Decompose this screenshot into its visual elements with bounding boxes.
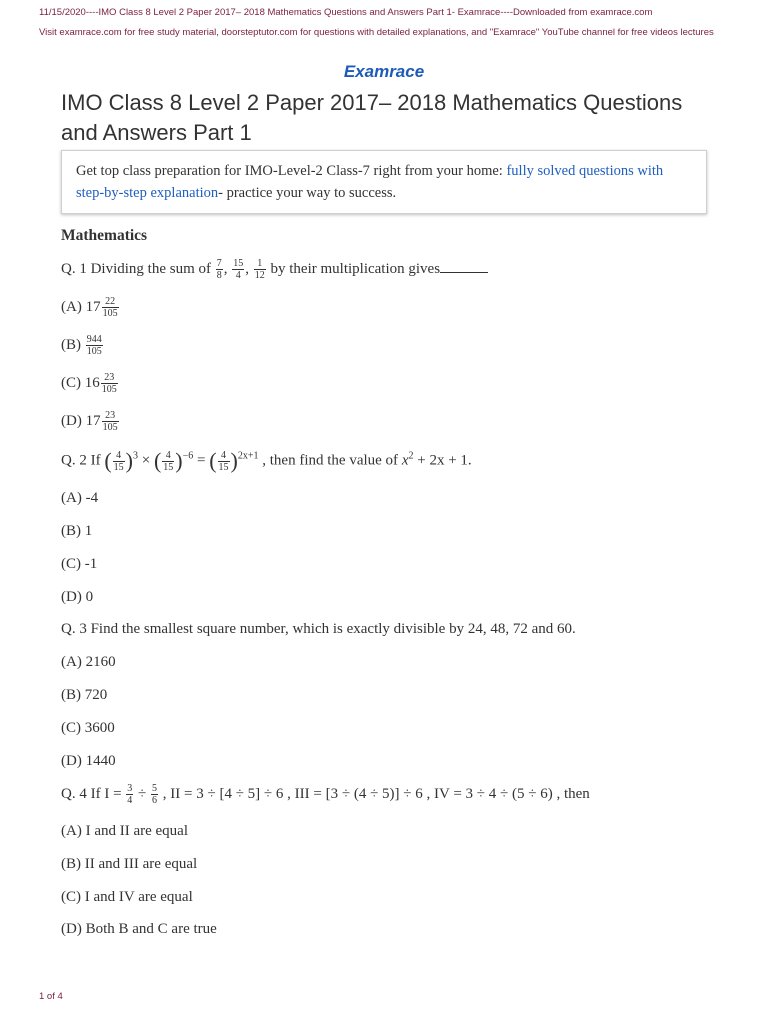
question-2: Q. 2 If ( $\frac{4}{15}$ )$^3$ × ( $\frac{4}{15}$ )$^{-6}$ = ( $\frac{4}{15}$ )$^{2x+1}$ , then find the value of $x^2 + 2x + 1$. — [61, 448, 472, 473]
promo-box — [61, 150, 707, 214]
question-1: Q. 1 Dividing the sum of $\frac{7}{8}$ , $\frac{15}{4}$ , $\frac{1}{12}$ by their multiplication gives — [61, 258, 488, 281]
q1-fraction-2: $\frac{15}{4}$ — [233, 258, 244, 281]
q3-option-a: (A) 2160 — [61, 654, 116, 670]
q2-option-b: (B) 1 — [61, 523, 93, 539]
q1-option-a: (A) 17 $\frac{22}{105}$ — [61, 296, 118, 319]
brand-logo[interactable]: Examrace — [343, 62, 425, 81]
q2-option-c: (C) -1 — [61, 556, 98, 572]
q1-prefix: Q. 1 Dividing the sum of — [61, 260, 211, 277]
q4-option-b: (B) II and III are equal — [61, 856, 198, 872]
promo-text-after: - practice your way to success. — [218, 185, 397, 201]
q3-option-d: (D) 1440 — [61, 753, 116, 769]
section-heading: Mathematics — [61, 227, 148, 244]
q3-option-c: (C) 3600 — [61, 720, 115, 736]
answer-blank — [440, 260, 488, 273]
q3-option-b: (B) 720 — [61, 687, 108, 703]
question-4: Q. 4 If I = $\frac{3}{4}$ ÷ $\frac{5}{6}$ , II = 3 ÷ [4 ÷ 5] ÷ 6 , III = [3 ÷ (4 ÷ 5)] ÷ 6 , IV = 3 ÷ 4 ÷ (5 ÷ 6) , then — [61, 783, 590, 806]
q1-option-b: (B) $\frac{944}{105}$ — [61, 334, 102, 357]
promo-text-before: Get top class preparation for IMO-Level-2 Class-7 right from your home: — [76, 163, 507, 179]
q1-option-c: (C) 16 $\frac{23}{105}$ — [61, 372, 117, 395]
q4-option-c: (C) I and IV are equal — [61, 889, 193, 905]
download-header: 11/15/2020----IMO Class 8 Level 2 Paper 2017– 2018 Mathematics Questions and Answers Part 1- Examrace----Downloaded from examrace.com — [39, 7, 653, 18]
question-3: Q. 3 Find the smallest square number, which is exactly divisible by 24, 48, 72 and 60. — [61, 621, 576, 637]
q1-suffix: by their multiplication gives — [270, 260, 441, 277]
q2-option-a: (A) -4 — [61, 490, 99, 506]
visit-notice: Visit examrace.com for free study material, doorsteptutor.com for questions with detailed explanations, and "Examrace" YouTube channel for free videos lectures — [39, 27, 714, 38]
promo-link[interactable]: fully solved questions with step-by-step explanation — [76, 163, 664, 201]
q4-option-d: (D) Both B and C are true — [61, 921, 217, 937]
q2-option-d: (D) 0 — [61, 589, 94, 605]
q1-fraction-1: $\frac{7}{8}$ — [216, 258, 222, 281]
page-number: 1 of 4 — [39, 991, 63, 1002]
q4-option-a: (A) I and II are equal — [61, 823, 189, 839]
q1-option-d: (D) 17 $\frac{23}{105}$ — [61, 410, 118, 433]
page-title: IMO Class 8 Level 2 Paper 2017– 2018 Mathematics Questions and Answers Part 1 — [61, 90, 683, 145]
q1-fraction-3: $\frac{1}{12}$ — [254, 258, 265, 281]
